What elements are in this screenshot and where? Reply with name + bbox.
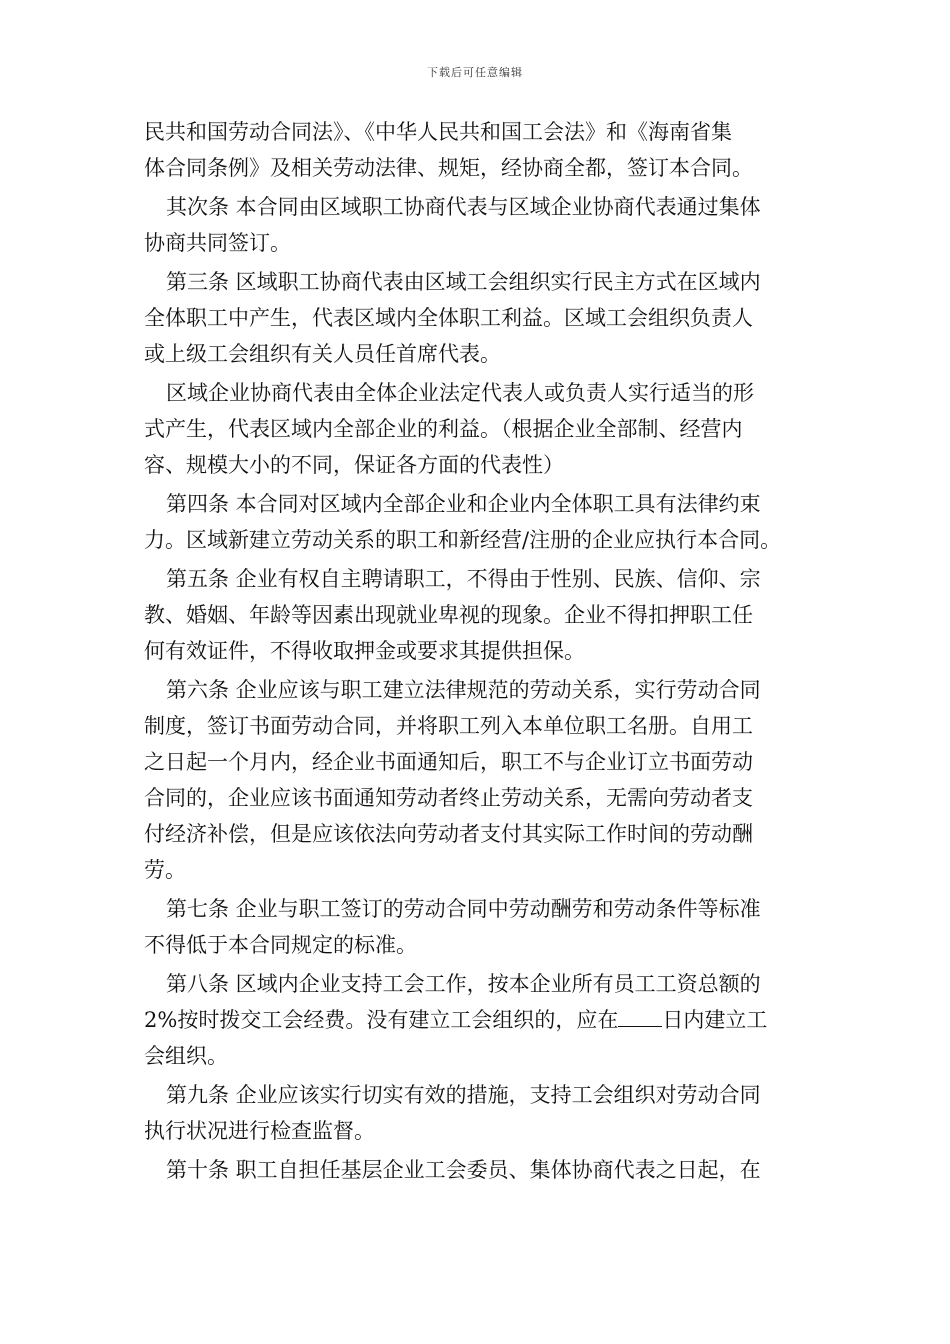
article-3-part-2: [144, 375, 814, 483]
text-line: 合同的，企业应该书面通知劳动者终止劳动关系，无需向劳动者支: [144, 786, 753, 810]
text-line: 容、规模大小的不同，保证各方面的代表性）: [144, 453, 564, 477]
text-line: 其次条 本合同由区域职工协商代表与区域企业协商代表通过集体: [166, 195, 761, 219]
text-line: 何有效证件，不得收取押金或要求其提供担保。: [144, 639, 585, 663]
text-line: 第七条 企业与职工签订的劳动合同中劳动酬劳和劳动条件等标准: [166, 897, 761, 921]
text-line: 制度，签订书面劳动合同，并将职工列入本单位职工名册。自用工: [144, 714, 753, 738]
fill-in-blank: [618, 1008, 662, 1027]
text-line: 式产生，代表区域内全部企业的利益。（根据企业全部制、经营内: [144, 417, 743, 441]
article-7: [144, 891, 814, 963]
article-3: [144, 264, 814, 372]
text-segment: 日内建立工: [662, 1008, 768, 1032]
text-line: 力。区域新建立劳动关系的职工和新经营/注册的企业应执行本合同。: [144, 528, 782, 552]
article-6: [144, 672, 814, 888]
text-line: 体合同条例》及相关劳动法律、规矩，经协商全都，签订本合同。: [144, 156, 753, 180]
text-line: 付经济补偿，但是应该依法向劳动者支付其实际工作时间的劳动酬: [144, 822, 753, 846]
text-line: 执行状况进行检查监督。: [144, 1119, 375, 1143]
text-line: 不得低于本合同规定的标准。: [144, 933, 417, 957]
paragraph-continuation: [144, 114, 814, 186]
text-line: 第八条 区域内企业支持工会工作，按本企业所有员工工资总额的: [166, 972, 761, 996]
text-line: 协商共同签订。: [144, 231, 291, 255]
text-line-with-blank: [144, 1002, 814, 1038]
text-line: 区域企业协商代表由全体企业法定代表人或负责人实行适当的形: [166, 381, 754, 405]
text-line: 第六条 企业应该与职工建立法律规范的劳动关系，实行劳动合同: [166, 678, 761, 702]
text-line: 劳。: [144, 858, 186, 882]
text-line: 全体职工中产生，代表区域内全体职工利益。区域工会组织负责人: [144, 306, 753, 330]
text-line: 第五条 企业有权自主聘请职工，不得由于性别、民族、信仰、宗: [166, 567, 761, 591]
article-2: [144, 189, 814, 261]
text-line: 第四条 本合同对区域内全部企业和企业内全体职工具有法律约束: [166, 492, 761, 516]
text-line: 之日起一个月内，经企业书面通知后，职工不与企业订立书面劳动: [144, 750, 753, 774]
article-5: [144, 561, 814, 669]
text-line: 第十条 职工自担任基层企业工会委员、集体协商代表之日起，在: [166, 1158, 761, 1182]
text-line: 第九条 企业应该实行切实有效的措施，支持工会组织对劳动合同: [166, 1083, 761, 1107]
article-8: [144, 966, 814, 1074]
document-body: [144, 114, 814, 1188]
article-4: [144, 486, 814, 558]
text-line: 会组织。: [144, 1044, 228, 1068]
text-segment: 2%按时拨交工会经费。没有建立工会组织的，应在: [144, 1008, 619, 1032]
article-9: [144, 1077, 814, 1149]
article-10: [144, 1152, 814, 1188]
text-line: 教、婚姻、年龄等因素出现就业卑视的现象。企业不得扣押职工任: [144, 603, 753, 627]
text-line: 第三条 区域职工协商代表由区域工会组织实行民主方式在区域内: [166, 270, 761, 294]
text-line: 或上级工会组织有关人员任首席代表。: [144, 342, 501, 366]
text-line: 民共和国劳动合同法》、《中华人民共和国工会法》和《海南省集: [144, 120, 732, 144]
page-header: 下载后可任意编辑: [427, 66, 523, 79]
